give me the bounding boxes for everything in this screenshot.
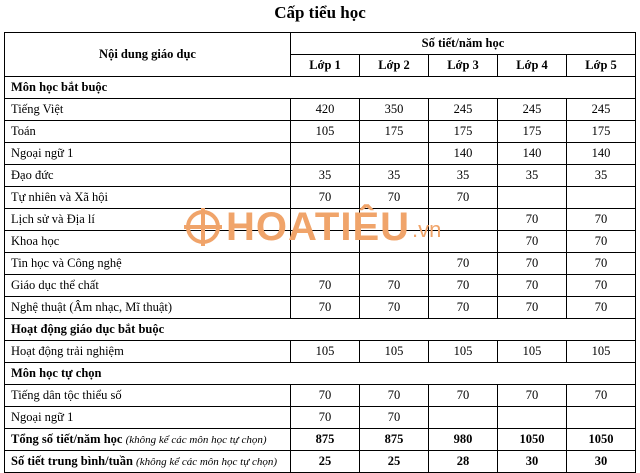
cell-grade-1: 875 [291,429,360,451]
cell-grade-4: 70 [498,297,567,319]
cell-grade-3: 70 [429,275,498,297]
cell-grade-3: 105 [429,341,498,363]
cell-grade-5: 245 [567,99,636,121]
header-grade-3: Lớp 3 [429,55,498,77]
header-grade-1: Lớp 1 [291,55,360,77]
watermark-suffix: .vn [412,217,442,242]
table-row [5,187,636,209]
total-row [5,429,636,451]
cell-grade-3: 140 [429,143,498,165]
table-row [5,209,636,231]
cell-grade-1: 70 [291,275,360,297]
row-label [5,165,291,187]
section-row [5,319,636,341]
table-row [5,99,636,121]
cell-grade-1: 70 [291,297,360,319]
cell-grade-1: 105 [291,341,360,363]
row-note: (không kể các môn học tự chọn) [136,456,278,468]
cell-grade-4: 35 [498,165,567,187]
row-label-text: Tổng số tiết/năm học [11,432,123,446]
cell-grade-5: 70 [567,253,636,275]
row-label-text: Tiếng dân tộc thiểu số [11,388,122,402]
table-row [5,275,636,297]
cell-grade-1 [291,209,360,231]
row-label-text: Tin học và Công nghệ [11,256,122,270]
row-label-text: Đạo đức [11,168,54,182]
cell-grade-5: 105 [567,341,636,363]
cell-grade-2: 70 [360,297,429,319]
row-label [5,451,291,473]
cell-grade-4: 30 [498,451,567,473]
table-row [5,253,636,275]
watermark-brand: HOATIÊU [226,205,411,249]
cell-grade-2: 350 [360,99,429,121]
cell-grade-1: 35 [291,165,360,187]
cell-grade-1: 70 [291,407,360,429]
cell-grade-2 [360,231,429,253]
cell-grade-3 [429,231,498,253]
cell-grade-1 [291,253,360,275]
cell-grade-4: 70 [498,275,567,297]
row-label [5,99,291,121]
table-body [5,77,636,473]
curriculum-table [4,32,636,473]
row-label-text: Toán [11,124,36,138]
section-label: Môn học tự chọn [5,363,636,385]
cell-grade-4 [498,407,567,429]
table-row [5,407,636,429]
table-row [5,341,636,363]
cell-grade-2: 70 [360,385,429,407]
row-note: (không kể các môn học tự chọn) [125,434,267,446]
cell-grade-5: 175 [567,121,636,143]
cell-grade-4: 175 [498,121,567,143]
cell-grade-5: 70 [567,297,636,319]
cell-grade-5: 30 [567,451,636,473]
row-label-text: Giáo dục thể chất [11,278,99,292]
cell-grade-4: 245 [498,99,567,121]
cell-grade-5 [567,407,636,429]
row-label-text: Tự nhiên và Xã hội [11,190,109,204]
row-label [5,297,291,319]
row-label [5,231,291,253]
section-row [5,77,636,99]
row-label [5,385,291,407]
cell-grade-2: 70 [360,187,429,209]
row-label-text: Hoạt động trải nghiệm [11,344,124,358]
cell-grade-4 [498,187,567,209]
section-label: Môn học bắt buộc [5,77,636,99]
row-label [5,341,291,363]
header-grade-4: Lớp 4 [498,55,567,77]
row-label-text: Lịch sử và Địa lí [11,212,95,226]
cell-grade-4: 105 [498,341,567,363]
cell-grade-2: 875 [360,429,429,451]
page-title: Cấp tiểu học [274,3,366,22]
cell-grade-5: 35 [567,165,636,187]
cell-grade-1: 105 [291,121,360,143]
row-label [5,253,291,275]
cell-grade-4: 1050 [498,429,567,451]
cell-grade-2 [360,253,429,275]
cell-grade-1 [291,143,360,165]
table-row [5,231,636,253]
cell-grade-2: 105 [360,341,429,363]
section-label: Hoạt động giáo dục bắt buộc [5,319,636,341]
row-label-text: Ngoại ngữ 1 [11,410,74,424]
cell-grade-4: 70 [498,253,567,275]
row-label-text: Số tiết trung bình/tuần [11,454,133,468]
row-label-text: Khoa học [11,234,60,248]
cell-grade-5: 70 [567,385,636,407]
table-row [5,165,636,187]
cell-grade-3: 70 [429,385,498,407]
row-label-text: Ngoại ngữ 1 [11,146,74,160]
cell-grade-3: 175 [429,121,498,143]
cell-grade-5: 1050 [567,429,636,451]
table-row [5,385,636,407]
cell-grade-4: 70 [498,385,567,407]
cell-grade-3: 70 [429,297,498,319]
row-label [5,275,291,297]
header-group: Số tiết/năm học [291,33,636,55]
cell-grade-2: 175 [360,121,429,143]
section-row [5,363,636,385]
cell-grade-1: 70 [291,385,360,407]
header-grade-5: Lớp 5 [567,55,636,77]
cell-grade-5: 70 [567,209,636,231]
cell-grade-3 [429,209,498,231]
table-row [5,121,636,143]
cell-grade-1: 420 [291,99,360,121]
cell-grade-1 [291,231,360,253]
cell-grade-2 [360,209,429,231]
row-label [5,187,291,209]
header-content: Nội dung giáo dục [5,33,291,77]
cell-grade-4: 70 [498,231,567,253]
cell-grade-5: 140 [567,143,636,165]
row-label-text: Nghệ thuật (Âm nhạc, Mĩ thuật) [11,300,173,314]
cell-grade-5: 70 [567,231,636,253]
row-label [5,209,291,231]
cell-grade-5: 70 [567,275,636,297]
row-label [5,407,291,429]
cell-grade-2: 70 [360,275,429,297]
cell-grade-3: 28 [429,451,498,473]
cell-grade-3 [429,407,498,429]
cell-grade-5 [567,187,636,209]
cell-grade-3: 35 [429,165,498,187]
row-label [5,121,291,143]
header-grade-2: Lớp 2 [360,55,429,77]
cell-grade-2: 70 [360,407,429,429]
cell-grade-2 [360,143,429,165]
row-label-text: Tiếng Việt [11,102,64,116]
cell-grade-1: 25 [291,451,360,473]
cell-grade-3: 70 [429,187,498,209]
cell-grade-4: 140 [498,143,567,165]
cell-grade-4: 70 [498,209,567,231]
cell-grade-1: 70 [291,187,360,209]
table-row [5,143,636,165]
table-row [5,297,636,319]
cell-grade-2: 25 [360,451,429,473]
row-label [5,429,291,451]
cell-grade-3: 245 [429,99,498,121]
row-label [5,143,291,165]
cell-grade-3: 980 [429,429,498,451]
total-row [5,451,636,473]
cell-grade-3: 70 [429,253,498,275]
cell-grade-2: 35 [360,165,429,187]
